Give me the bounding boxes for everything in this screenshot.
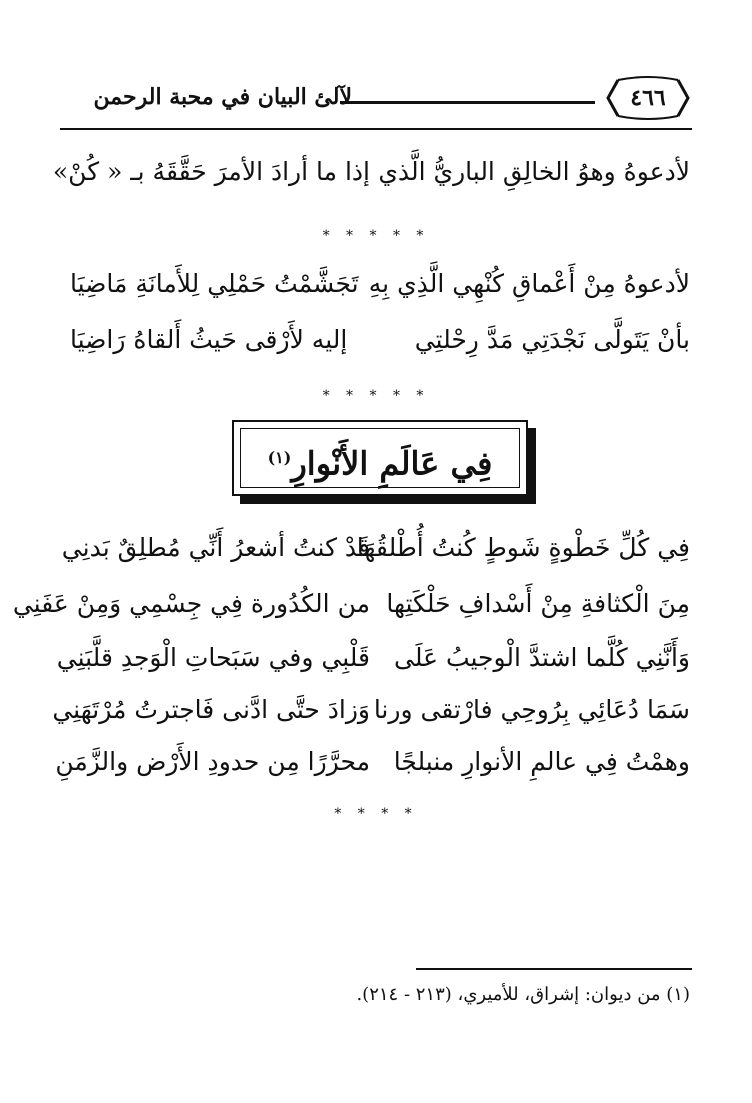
- verse-second-hemistich: قَدْ كنتُ أشعرُ أَنِّي مُطلِقٌ بَدنِي: [61, 533, 370, 562]
- verse-first-hemistich: سَمَا دُعَائِي بِرُوحِي فارْتقى ورنا: [373, 695, 690, 724]
- verse-first-hemistich: بأنْ يَتَولَّى نَجْدَتِي مَدَّ رِحْلتِي: [414, 325, 690, 354]
- footnote: (١) من ديوان: إشراق، للأميري، (٢١٣ - ٢١٤).: [356, 984, 690, 1005]
- page-number-badge: [604, 76, 692, 120]
- verse-second-hemistich: إليه لأَرْقى حَيثُ أَلقاهُ رَاضِيَا: [70, 325, 348, 354]
- verse-second-hemistich: قَلْبِي وفي سَبَحاتِ الْوَجدِ قلَّبَنِي: [56, 643, 370, 672]
- verse-line: [70, 318, 690, 362]
- section-title-box: [232, 420, 528, 496]
- verse-first-hemistich: وهمْتُ فِي عالمِ الأنوارِ منبلجًا: [393, 747, 690, 776]
- verse-line: [52, 688, 690, 732]
- footnote-rule: [416, 968, 692, 970]
- verse-line: [52, 150, 690, 194]
- separator-stars: * * * *: [334, 806, 418, 822]
- verse-line: [55, 740, 690, 784]
- separator-stars: * * * * *: [322, 228, 430, 244]
- verse-line: [12, 582, 690, 626]
- separator-stars: * * * * *: [322, 388, 430, 404]
- verse-first-hemistich: فِي كُلِّ خَطْوةٍ شَوطٍ كُنتُ أُطْلقُهَا: [356, 533, 690, 562]
- verse-line: [56, 636, 690, 680]
- verse-first-hemistich: لأدعوهُ مِنْ أَعْماقِ كُنْهِي الَّذِي بِهِ: [368, 269, 690, 298]
- verse-first-hemistich: مِنَ الْكثافةِ مِنْ أَسْدافِ حَلْكَتِها: [386, 589, 690, 618]
- verse-second-hemistich: محرَّرًا مِن حدودِ الأَرْض والزَّمَنِ: [55, 747, 370, 776]
- verse-first-hemistich: وَأَنَّنِي كُلَّما اشتدَّ الْوجيبُ عَلَى: [393, 643, 690, 672]
- header-line: [340, 101, 595, 104]
- verse-second-hemistich: من الكُدُورة فِي جِسْمِي وَمِنْ عَفَنِي: [12, 589, 370, 618]
- verse-second-hemistich: إذا ما أرادَ الأمرَ حَقَّقَهُ بـ « كُنْ»: [52, 157, 370, 186]
- verse-second-hemistich: وَزادَ حتَّى ادَّنى فَاجترتُ مُرْتَهَنِي: [52, 695, 370, 724]
- verse-line: [61, 526, 690, 570]
- verse-line: [70, 262, 690, 306]
- running-header-title: لآلئ البيان في محبة الرحمن: [93, 84, 352, 110]
- footnote-reference: (١): [267, 448, 292, 467]
- section-title: [234, 422, 526, 494]
- verse-first-hemistich: لأدعوهُ وهوُ الخالِقِ الباريُّ الَّذي: [378, 157, 690, 186]
- verse-second-hemistich: تَجَشَّمْتُ حَمْلِي لِلأَمانَةِ مَاضِيَا: [70, 269, 359, 298]
- section-title-text: فِي عَالَمِ الأَنْوارِ: [291, 444, 493, 483]
- page-number: ٤٦٦: [630, 85, 666, 111]
- header-rule: [60, 128, 692, 130]
